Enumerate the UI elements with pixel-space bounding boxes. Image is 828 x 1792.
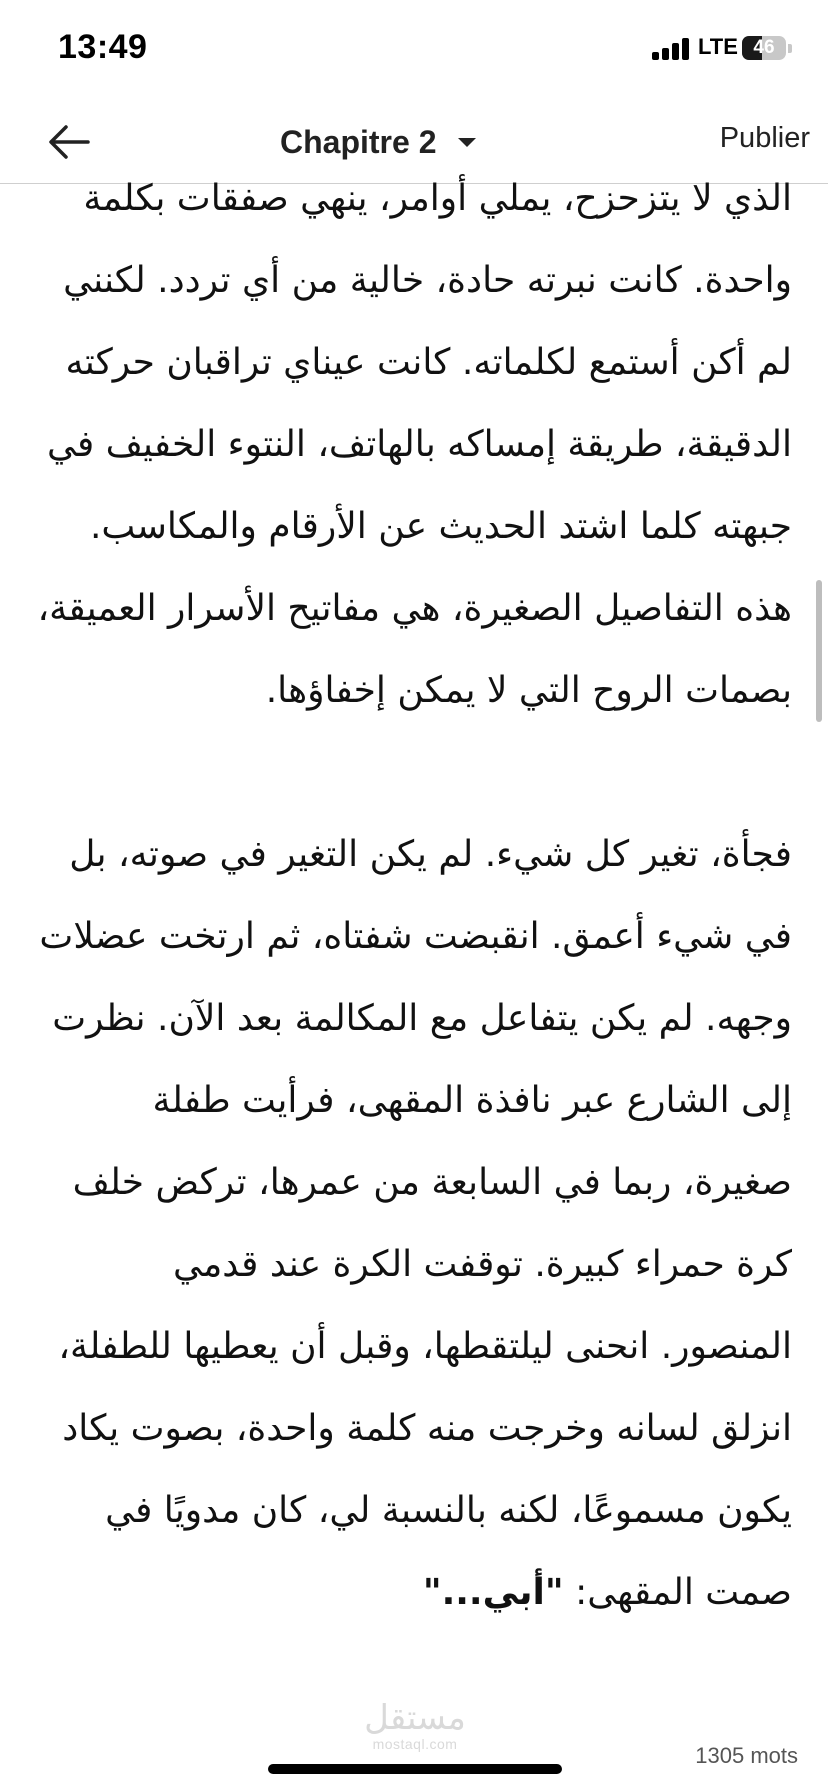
back-button[interactable] bbox=[44, 116, 96, 168]
battery-icon bbox=[742, 36, 786, 60]
watermark-logo bbox=[360, 1700, 470, 1752]
story-editor[interactable] bbox=[34, 164, 792, 1674]
scrollbar[interactable] bbox=[816, 580, 822, 722]
status-time: 13:49 bbox=[58, 28, 148, 66]
publish-button[interactable]: Publier bbox=[719, 122, 810, 154]
battery-level: 46 bbox=[753, 37, 775, 58]
status-bar bbox=[0, 0, 828, 100]
home-indicator[interactable] bbox=[268, 1764, 562, 1774]
paragraph-text: فجأة، تغير كل شيء. لم يكن التغير في صوته، بل في شيء أعمق. انقبضت شفتاه، ثم ارتخت عضلات وجهه. لم يكن يتفاعل مع المكالمة بعد الآن. نظرت إلى الشارع عبر نافذة المقهى، فرأيت طفلة صغيرة، ربما في السابعة من عمرها، تركض خلف كرة حمراء كبيرة. توقفت الكرة عند قدمي المنصور. انحنى ليلتقطها، وقبل أن يعطيها للطفلة، انزلق لسانه وخرجت منه كلمة واحدة، بصوت يكاد يكون مسموعًا، لكنه بالنسبة لي، كان مدويًا في صمت المقهى: bbox=[39, 834, 792, 1613]
word-count: 1305 mots bbox=[695, 1743, 798, 1768]
bold-quote: "أبي..." bbox=[422, 1572, 564, 1613]
chapter-title: Chapitre 2 bbox=[280, 123, 437, 160]
chapter-selector[interactable] bbox=[280, 118, 476, 166]
network-type: LTE bbox=[698, 34, 738, 59]
story-paragraph[interactable]: الذي لا يتزحزح، يملي أوامر، ينهي صفقات بكلمة واحدة. كانت نبرته حادة، خالية من أي تردد. لكنني لم أكن أستمع لكلماته. كانت عيناي تراقبان حركته الدقيقة، طريقة إمساكه بالهاتف، النتوء الخفيف في جبهته كلما اشتد الحديث عن الأرقام والمكاسب. هذه التفاصيل الصغيرة، هي مفاتيح الأسرار العميقة، بصمات الروح التي لا يمكن إخفاؤها. bbox=[37, 178, 792, 711]
battery-cap bbox=[788, 44, 792, 53]
cellular-signal-icon bbox=[652, 38, 692, 60]
story-paragraph[interactable] bbox=[34, 814, 792, 1634]
chevron-down-icon bbox=[458, 138, 476, 147]
watermark-text: مستقل bbox=[364, 1698, 466, 1738]
arrow-left-icon bbox=[44, 116, 96, 168]
watermark-url: mostaql.com bbox=[372, 1736, 458, 1752]
